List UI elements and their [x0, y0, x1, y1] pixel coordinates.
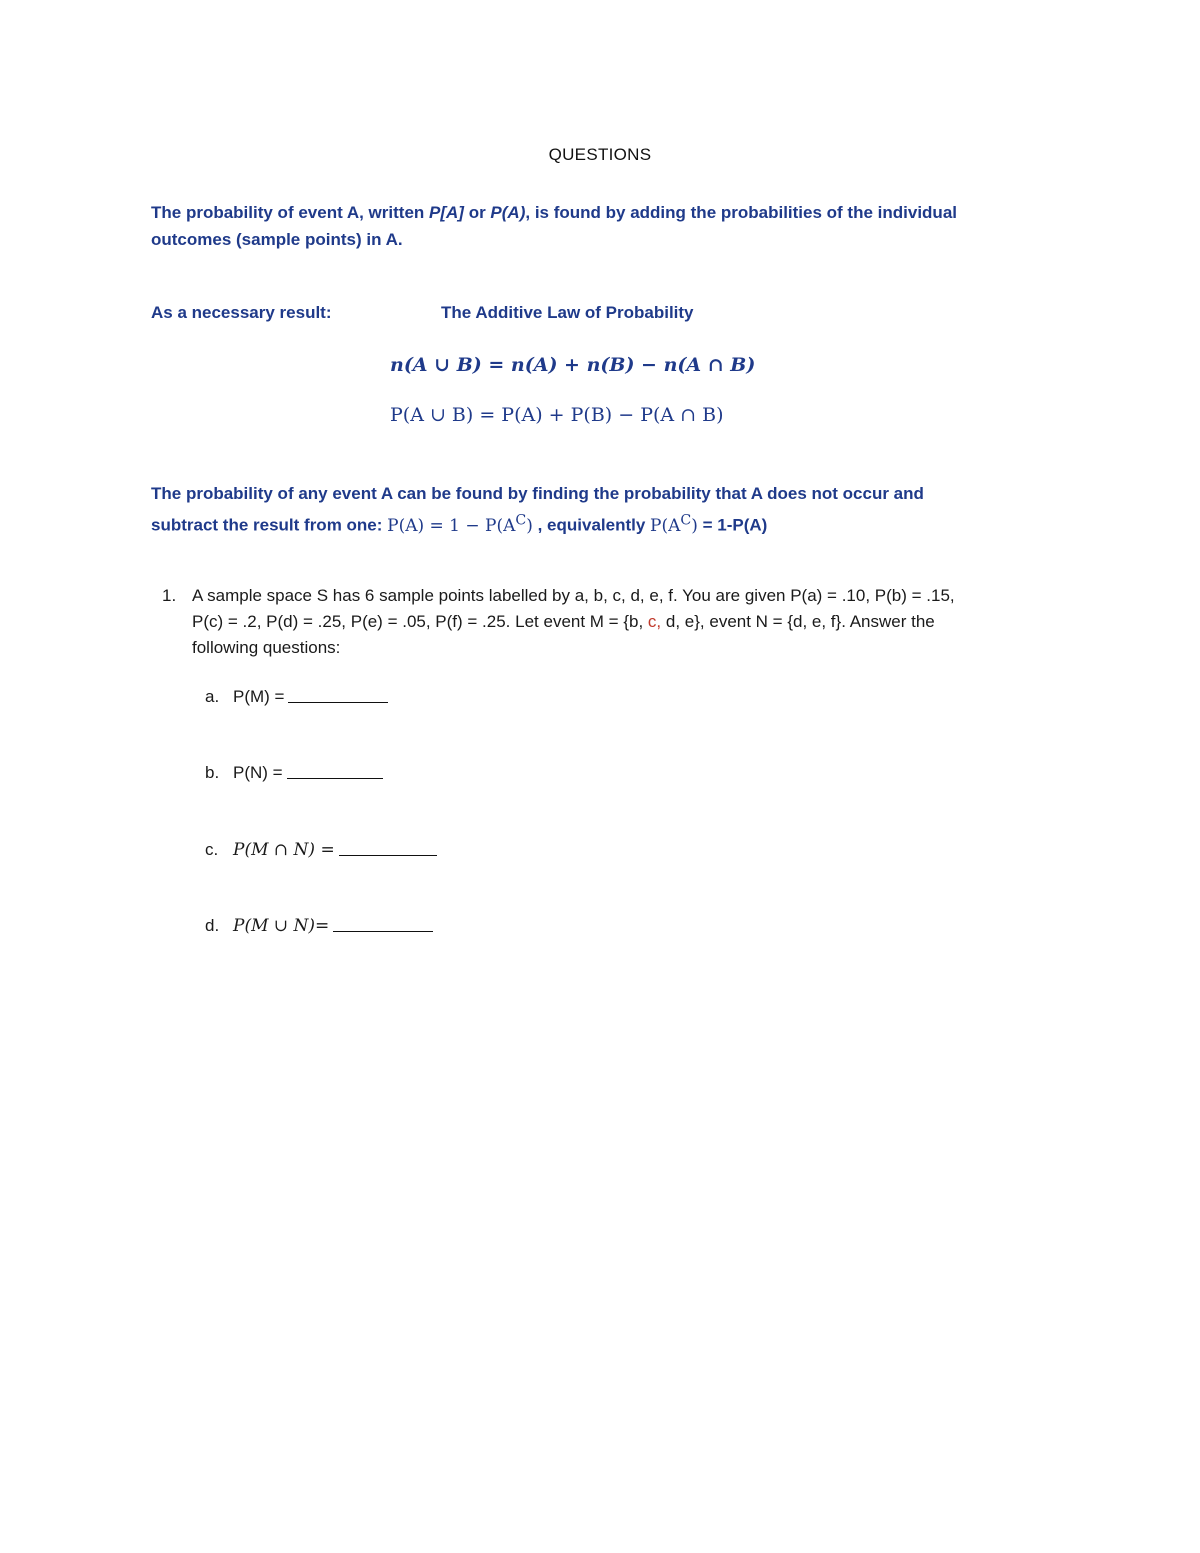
subquestion-letter: d. — [205, 916, 220, 935]
subquestion-c — [205, 840, 437, 860]
answer-blank-b[interactable] — [287, 777, 383, 779]
page-title: QUESTIONS — [548, 145, 652, 164]
intro-pa-bracket: P[A] — [429, 203, 464, 222]
question-1 — [162, 583, 962, 661]
subquestion-letter: b. — [205, 763, 220, 782]
formula-count-union: n(A ∪ B) = n(A) + n(B) − n(A ∩ B) — [390, 354, 756, 376]
additive-law-title: The Additive Law of Probability — [441, 303, 694, 322]
highlighted-element: c, — [647, 612, 662, 631]
subquestion-expression: P(M) = — [233, 687, 285, 706]
intro-or: or — [463, 203, 491, 222]
question-number: 1. — [162, 586, 177, 605]
complement-equivalently: , equivalently — [532, 515, 651, 535]
subquestion-d — [205, 916, 433, 936]
complement-paragraph — [151, 481, 981, 539]
answer-blank-d[interactable] — [333, 930, 433, 932]
intro-paragraph — [151, 199, 971, 253]
subquestion-expression: P(M ∪ N)= — [233, 916, 330, 936]
complement-formula-1: $P(A) = 1 - P(A^C)$ — [387, 512, 533, 536]
necessary-result-label: As a necessary result: — [151, 303, 332, 322]
intro-text-end: , is found by adding the probabilities of the individual outcomes (sample points) in A. — [151, 203, 957, 249]
intro-text-start: The probability of event A, written — [151, 203, 430, 222]
subquestion-letter: c. — [205, 840, 219, 859]
complement-tail: = 1-P(A) — [697, 515, 768, 535]
answer-blank-c[interactable] — [339, 854, 437, 856]
formula-probability-union: P(A ∪ B) = P(A) + P(B) − P(A ∩ B) — [390, 404, 724, 426]
subquestion-letter: a. — [205, 687, 220, 706]
complement-formula-2: $P(A^C)$ — [650, 512, 698, 536]
intro-pa-paren: P(A) — [490, 203, 526, 222]
answer-blank-a[interactable] — [288, 701, 388, 703]
complement-text: The probability of any event A can be found by finding the probability that A does not occur and subtract the result from one: — [151, 484, 924, 535]
subquestion-expression: P(M ∩ N) = — [233, 840, 335, 860]
subquestion-b — [205, 763, 383, 783]
subquestion-expression: P(N) = — [233, 763, 283, 782]
question-text: A sample space S has 6 sample points labelled by a, b, c, d, e, f. You are given P(a) = .10, P(b) = .15, P(c) = .2, P(d) = .25, P(e) = .05, P(f) = .25. Let event M = {b, c, d, e}, event N = {d, e, f}. Answer the following questions: — [192, 586, 955, 657]
subquestion-a — [205, 687, 388, 707]
